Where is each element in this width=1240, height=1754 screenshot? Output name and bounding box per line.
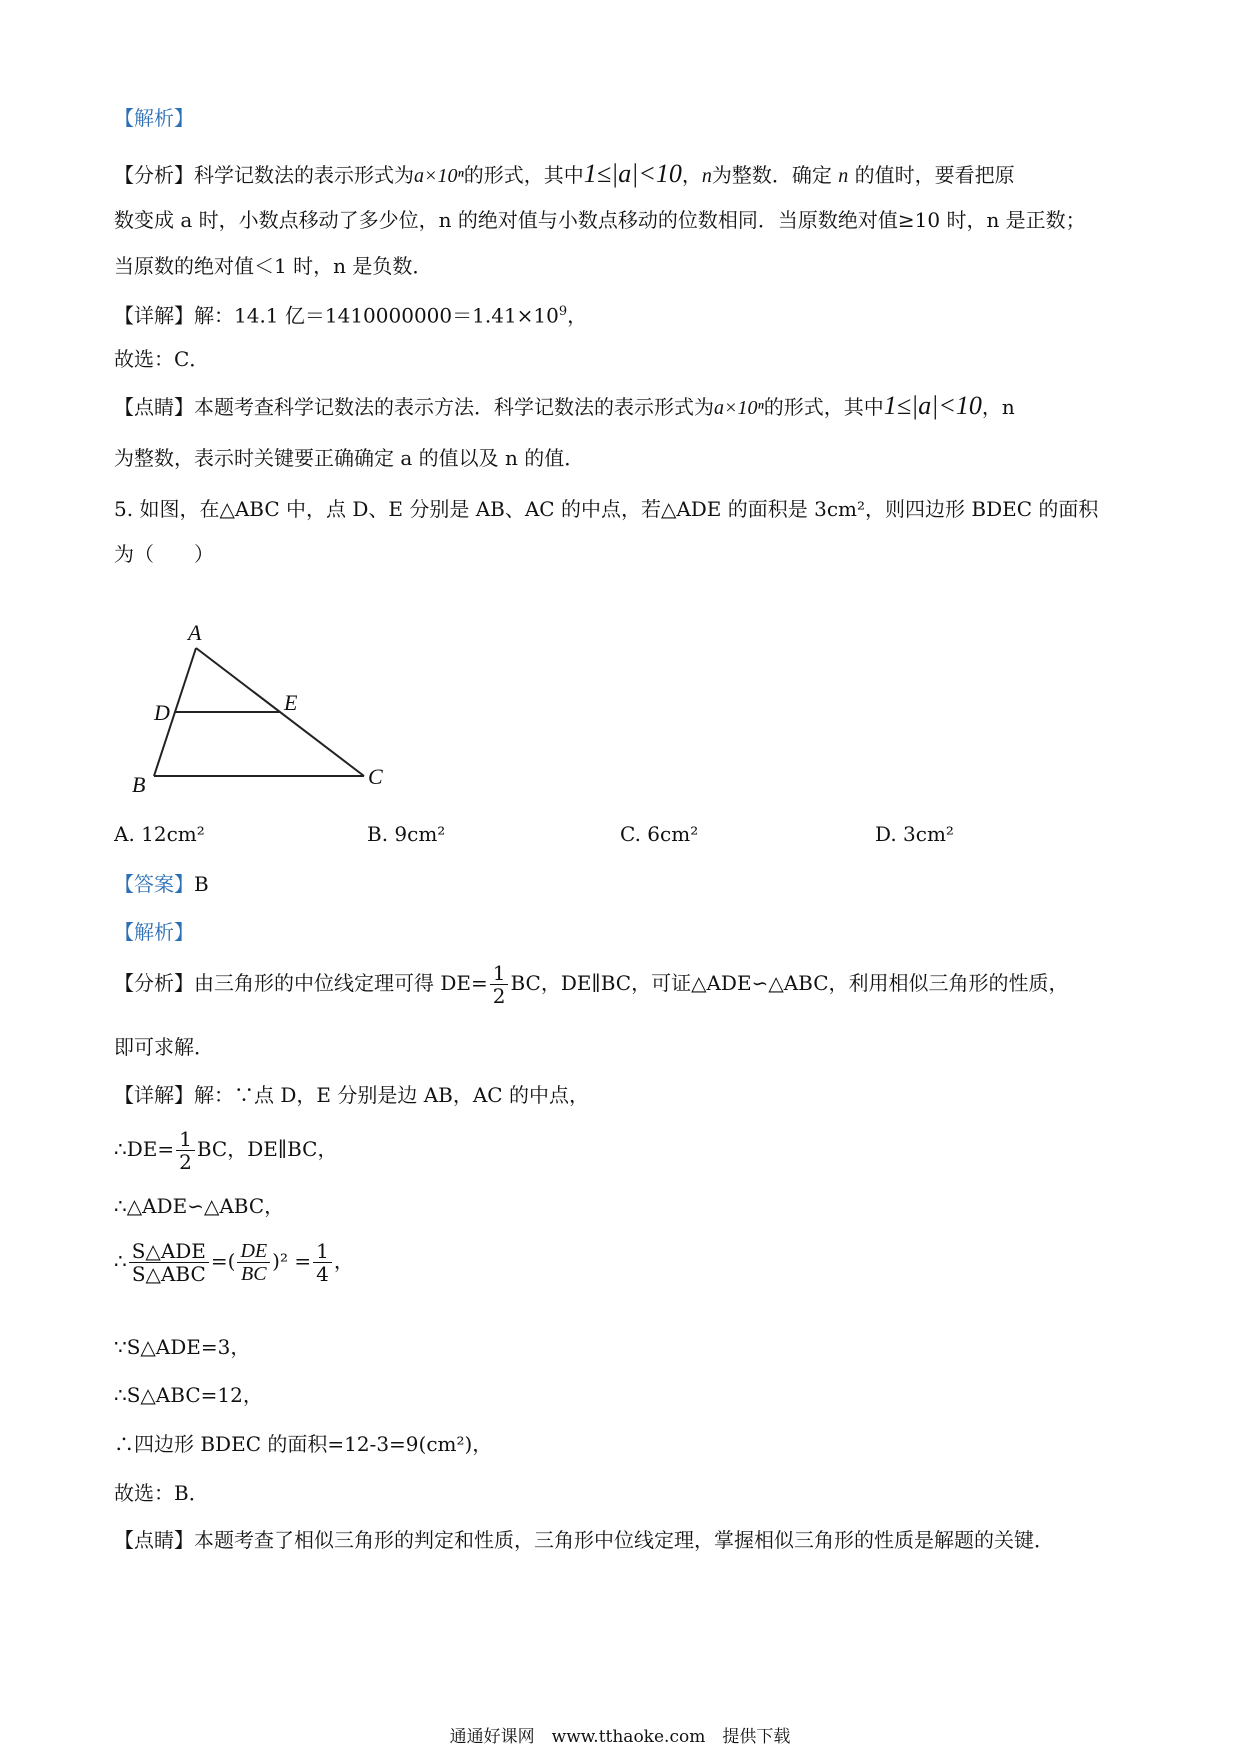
var-n: n <box>838 165 849 187</box>
option-d: D. 3cm² <box>875 822 954 846</box>
denominator: 4 <box>316 1262 329 1286</box>
var-n: n <box>701 165 712 187</box>
comment-line-2: 为整数，表示时关键要正确确定 a 的值以及 n 的值． <box>114 446 585 470</box>
formula-range: 1≤|a|<10 <box>583 159 682 188</box>
denominator: BC <box>241 1263 267 1285</box>
question-5-line-1: 5. 如图，在△ABC 中，点 D、E 分别是 AB、AC 的中点，若△ADE 的面积是 3cm²，则四边形 BDEC 的面积 <box>114 497 1099 521</box>
label-c: C <box>368 764 383 789</box>
comment-text: 本题考查科学记数法的表示方法．科学记数法的表示形式为 <box>194 395 714 419</box>
step-text: ∴ <box>114 1249 127 1273</box>
numerator: DE <box>237 1240 270 1263</box>
analysis-tag: 【分析】 <box>114 971 194 995</box>
numerator: 1 <box>490 962 509 985</box>
analysis-line-2: 数变成 a 时，小数点移动了多少位，n 的绝对值与小数点移动的位数相同．当原数绝对值≥10 时，n 是正数； <box>114 208 1086 232</box>
comment-tag: 【点睛】 <box>114 1528 194 1552</box>
detail-tag: 【详解】 <box>114 303 194 328</box>
step-text: BC，DE∥BC， <box>196 1137 338 1161</box>
analysis-paragraph-1 <box>114 160 1015 190</box>
label-e: E <box>284 690 298 715</box>
question-5-line-2: 为（ ） <box>114 542 214 566</box>
jiexi-heading-2: 【解析】 <box>114 920 194 944</box>
comment-text: ，n <box>981 395 1015 419</box>
analysis-text: BC，DE∥BC，可证△ADE∽△ABC，利用相似三角形的性质， <box>510 971 1069 995</box>
comment-text: 本题考查了相似三角形的判定和性质，三角形中位线定理，掌握相似三角形的性质是解题的关键． <box>194 1528 1054 1552</box>
answer-tag: 【答案】 <box>114 872 194 896</box>
formula-range: 1≤|a|<10 <box>883 391 982 420</box>
analysis-text: 为整数．确定 <box>711 163 832 187</box>
analysis-text: 的形式，其中 <box>463 163 584 187</box>
numerator: 1 <box>176 1128 195 1151</box>
fraction-half <box>490 962 509 1007</box>
option-c: C. 6cm² <box>620 822 699 846</box>
detail-text: 解：∵点 D，E 分别是边 AB，AC 的中点， <box>194 1083 589 1107</box>
step-4: ∵S△ADE=3， <box>114 1335 251 1359</box>
analysis-line-3: 当原数的绝对值＜1 时，n 是负数． <box>114 254 433 278</box>
detail-paragraph-2 <box>114 1081 589 1109</box>
denominator: S△ABC <box>131 1262 206 1286</box>
detail-paragraph-1 <box>114 298 587 330</box>
page-footer: 通通好课网 www.tthaoke.com 提供下载 <box>449 1727 791 1747</box>
denominator: 2 <box>179 1150 192 1174</box>
step-3 <box>114 1240 354 1285</box>
formula-a10n: a×10ⁿ <box>414 165 464 187</box>
choose-b: 故选：B． <box>114 1481 209 1505</box>
answer-value: B <box>194 872 209 896</box>
comment-paragraph-1 <box>114 392 1015 422</box>
answer-line <box>114 870 209 898</box>
numerator: 1 <box>313 1240 332 1263</box>
fraction-half <box>176 1128 195 1173</box>
formula-a10n: a×10ⁿ <box>714 397 764 419</box>
analysis-text: 由三角形的中位线定理可得 DE= <box>194 971 488 995</box>
option-a: A. 12cm² <box>114 822 205 846</box>
denominator: 2 <box>492 984 506 1008</box>
analysis-text: ， <box>681 163 702 187</box>
numerator: S△ADE <box>129 1240 209 1263</box>
step-1 <box>114 1128 337 1173</box>
step-6: ∴四边形 BDEC 的面积=12-3=9(cm²)， <box>114 1432 493 1456</box>
jiexi-heading-1: 【解析】 <box>114 106 194 130</box>
analysis-paragraph-2 <box>114 962 1069 1007</box>
comment-paragraph-2 <box>114 1526 1054 1554</box>
punct: ， <box>567 303 588 328</box>
step-text: =( <box>210 1249 236 1273</box>
step-5: ∴S△ABC=12， <box>114 1383 263 1407</box>
comment-text: 的形式，其中 <box>763 395 884 419</box>
fraction-quarter <box>313 1240 332 1285</box>
step-text: ∴DE= <box>114 1137 175 1161</box>
exponent: 9 <box>558 304 568 319</box>
triangle-figure <box>120 610 420 800</box>
step-2: ∴△ADE∽△ABC， <box>114 1194 285 1218</box>
step-text: ， <box>333 1249 354 1273</box>
choose-c: 故选：C． <box>114 347 210 371</box>
detail-text: 解：14.1 亿＝1410000000＝1.41×10 <box>194 303 559 328</box>
analysis-text: 的值时，要看把原 <box>854 163 1015 187</box>
analysis-text: 科学记数法的表示形式为 <box>194 163 414 187</box>
step-text: )² = <box>272 1249 312 1273</box>
fraction-de-bc <box>237 1240 270 1285</box>
label-b: B <box>132 772 146 797</box>
option-b: B. 9cm² <box>367 822 446 846</box>
analysis-tag: 【分析】 <box>114 163 194 187</box>
analysis-2-line-2: 即可求解． <box>114 1035 214 1059</box>
comment-tag: 【点睛】 <box>114 395 194 419</box>
label-a: A <box>188 620 202 645</box>
fraction-area-ratio <box>129 1240 209 1285</box>
detail-tag: 【详解】 <box>114 1083 194 1107</box>
label-d: D <box>154 700 170 725</box>
